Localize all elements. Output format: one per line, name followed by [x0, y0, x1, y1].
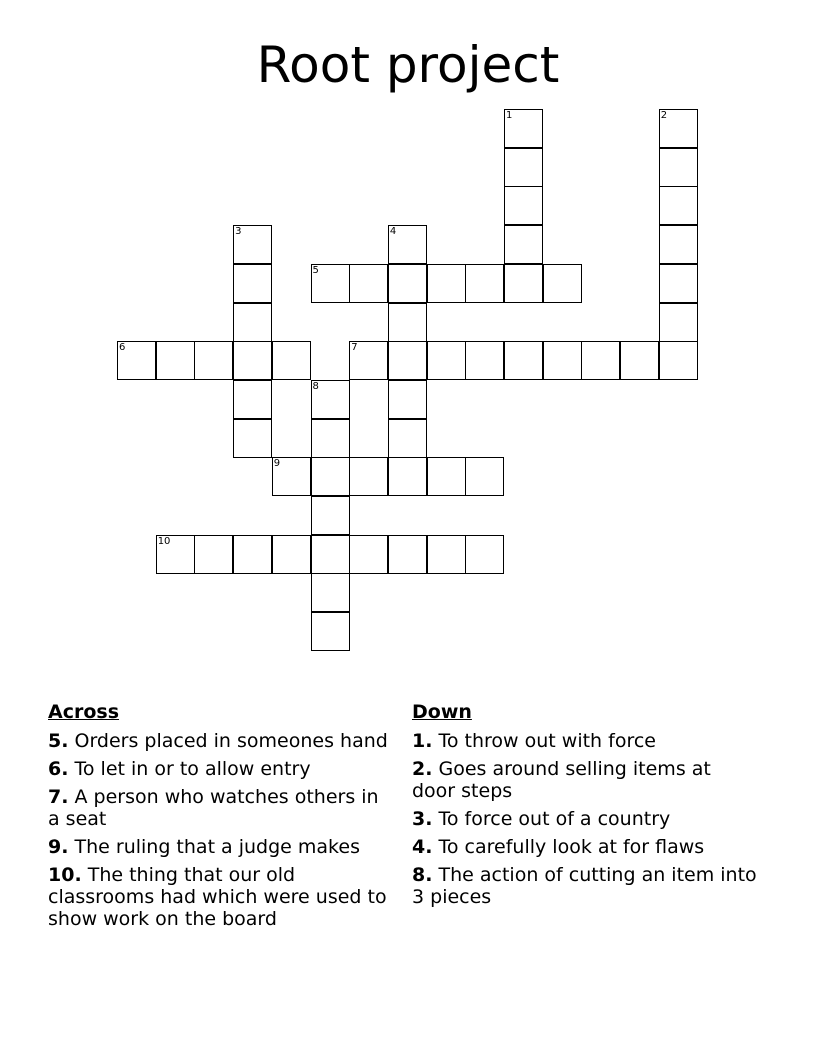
- clue-number: 6.: [48, 758, 69, 780]
- grid-cell[interactable]: [311, 457, 350, 496]
- clue-down-1: [412, 730, 757, 752]
- grid-cell[interactable]: [311, 573, 350, 612]
- grid-cell[interactable]: [504, 148, 543, 187]
- clue-number: 8.: [412, 864, 433, 886]
- grid-cell[interactable]: [233, 535, 272, 574]
- grid-cell[interactable]: [388, 264, 427, 303]
- grid-cell[interactable]: [659, 148, 698, 187]
- grid-cell[interactable]: [233, 341, 272, 380]
- grid-cell[interactable]: [233, 225, 272, 264]
- grid-cell[interactable]: [156, 341, 195, 380]
- grid-cell[interactable]: [504, 264, 543, 303]
- down-heading: Down: [412, 701, 472, 723]
- grid-cell[interactable]: [659, 264, 698, 303]
- grid-cell[interactable]: [388, 341, 427, 380]
- clue-text: To let in or to allow entry: [74, 758, 311, 780]
- clue-across-6: [48, 758, 393, 780]
- clue-number: 7.: [48, 786, 69, 808]
- grid-cell[interactable]: [659, 225, 698, 264]
- grid-cell[interactable]: [504, 341, 543, 380]
- grid-cell[interactable]: [581, 341, 620, 380]
- grid-cell[interactable]: [311, 380, 350, 419]
- clue-number: 3.: [412, 808, 433, 830]
- grid-cell[interactable]: [543, 341, 582, 380]
- grid-cell[interactable]: [465, 341, 504, 380]
- clue-across-9: [48, 836, 393, 858]
- grid-cell[interactable]: [427, 457, 466, 496]
- clue-text: Orders placed in someones hand: [74, 730, 388, 752]
- grid-cell[interactable]: [311, 264, 350, 303]
- clue-text: A person who watches others in a seat: [48, 786, 379, 830]
- grid-cell[interactable]: [349, 341, 388, 380]
- clue-across-7: [48, 786, 393, 830]
- grid-cell[interactable]: [659, 341, 698, 380]
- across-heading: Across: [48, 701, 120, 723]
- cell-number: 4: [389, 226, 397, 238]
- grid-cell[interactable]: [311, 535, 350, 574]
- grid-cell[interactable]: [659, 303, 698, 342]
- clue-text: To throw out with force: [438, 730, 656, 752]
- grid-cell[interactable]: [388, 225, 427, 264]
- clue-down-3: [412, 808, 757, 830]
- grid-cell[interactable]: [272, 535, 311, 574]
- grid-cell[interactable]: [233, 303, 272, 342]
- clue-number: 4.: [412, 836, 433, 858]
- clue-text: The ruling that a judge makes: [74, 836, 360, 858]
- grid-cell[interactable]: [659, 186, 698, 225]
- grid-cell[interactable]: [465, 264, 504, 303]
- grid-cell[interactable]: [194, 535, 233, 574]
- clue-number: 10.: [48, 864, 82, 886]
- grid-cell[interactable]: [388, 380, 427, 419]
- clue-across-5: [48, 730, 393, 752]
- grid-cell[interactable]: [388, 303, 427, 342]
- across-clues: [48, 700, 393, 936]
- cell-number: 8: [312, 380, 319, 392]
- grid-cell[interactable]: [465, 457, 504, 496]
- grid-cell[interactable]: [156, 535, 195, 574]
- grid-cell[interactable]: [349, 264, 388, 303]
- grid-cell[interactable]: [311, 612, 350, 651]
- grid-cell[interactable]: [272, 457, 311, 496]
- cell-number: 7: [351, 342, 358, 354]
- cell-number: 1: [506, 110, 513, 121]
- grid-cell[interactable]: [272, 341, 311, 380]
- clue-number: 1.: [412, 730, 433, 752]
- grid-cell[interactable]: [427, 535, 466, 574]
- cell-number: 10: [157, 535, 171, 547]
- clue-text: The thing that our old classrooms had which were used to show work on the board: [48, 864, 387, 930]
- grid-cell[interactable]: [659, 109, 698, 148]
- grid-cell[interactable]: [504, 186, 543, 225]
- clue-number: 9.: [48, 836, 69, 858]
- grid-cell[interactable]: [194, 341, 233, 380]
- clue-text: To carefully look at for flaws: [438, 836, 705, 858]
- grid-cell[interactable]: [427, 264, 466, 303]
- grid-cell[interactable]: [233, 264, 272, 303]
- grid-cell[interactable]: [543, 264, 582, 303]
- clue-down-4: [412, 836, 757, 858]
- grid-cell[interactable]: [349, 457, 388, 496]
- grid-cell[interactable]: [233, 380, 272, 419]
- page-title: Root project: [256, 36, 560, 94]
- grid-cell[interactable]: [233, 419, 272, 458]
- cell-number: 5: [312, 264, 319, 276]
- down-clues: [412, 700, 757, 914]
- grid-cell[interactable]: [388, 535, 427, 574]
- grid-cell[interactable]: [504, 225, 543, 264]
- clue-number: 2.: [412, 758, 433, 780]
- grid-cell[interactable]: [427, 341, 466, 380]
- grid-cell[interactable]: [117, 341, 156, 380]
- cell-number: 2: [660, 110, 668, 121]
- clue-text: To force out of a country: [438, 808, 671, 830]
- grid-cell[interactable]: [388, 419, 427, 458]
- cell-number: 6: [119, 342, 126, 354]
- cell-number: 9: [273, 458, 281, 470]
- grid-cell[interactable]: [620, 341, 659, 380]
- grid-cell[interactable]: [465, 535, 504, 574]
- clue-down-8: [412, 864, 757, 908]
- cell-number: 3: [235, 226, 242, 238]
- clue-across-10: [48, 864, 393, 930]
- grid-cell[interactable]: [504, 109, 543, 148]
- grid-cell[interactable]: [349, 535, 388, 574]
- clue-down-2: [412, 758, 757, 802]
- grid-cell[interactable]: [311, 496, 350, 535]
- grid-cell[interactable]: [388, 457, 427, 496]
- clue-text: Goes around selling items at door steps: [412, 758, 711, 802]
- clue-text: The action of cutting an item into 3 pieces: [412, 864, 757, 908]
- clue-number: 5.: [48, 730, 69, 752]
- grid-cell[interactable]: [311, 419, 350, 458]
